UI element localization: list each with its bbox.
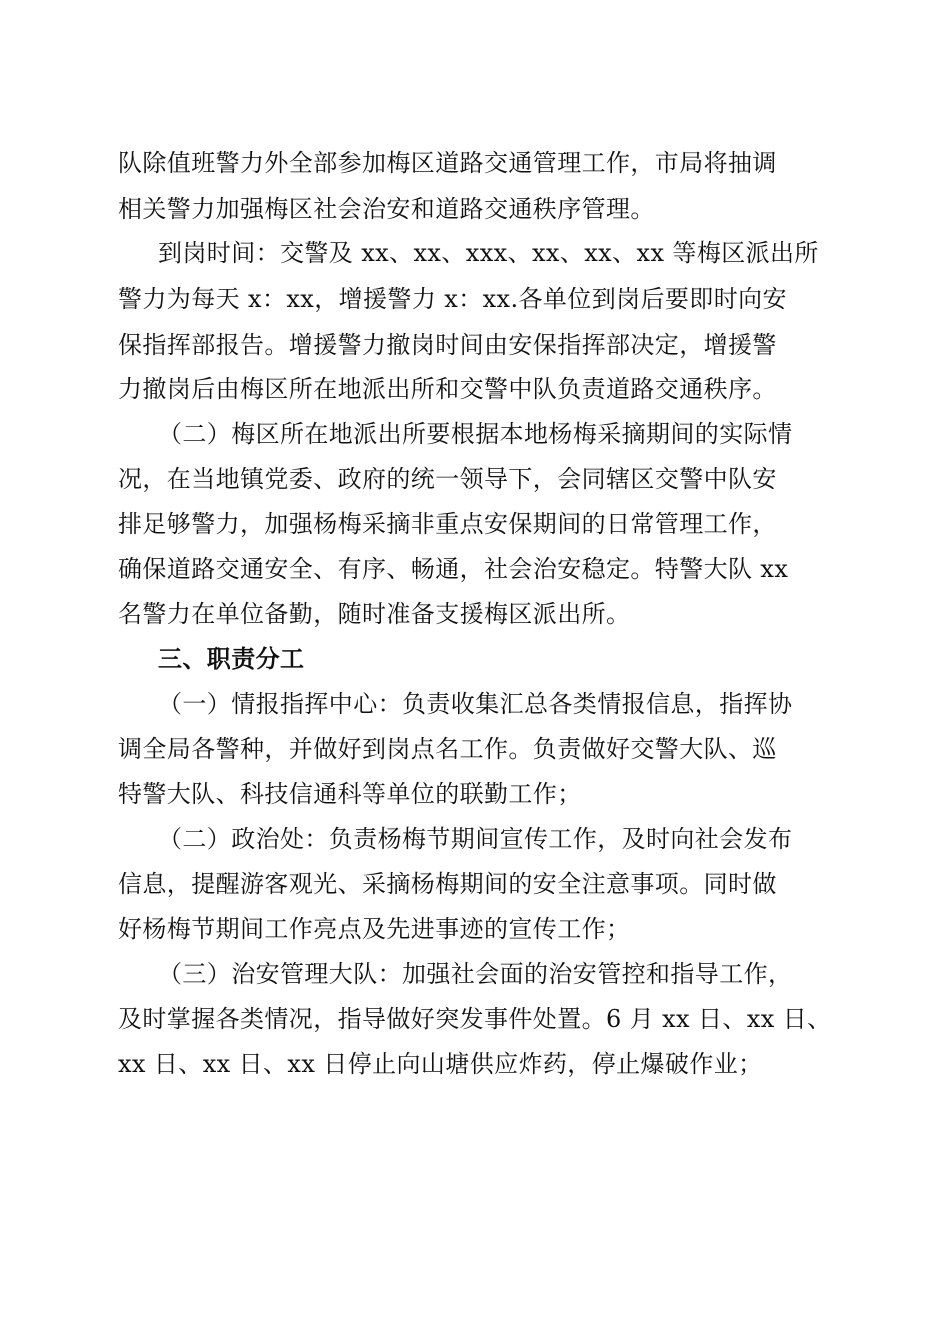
paragraph-start-line: 到岗时间：交警及 xx、xx、xxx、xx、xx、xx 等梅区派出所 — [158, 239, 819, 267]
paragraph-start-line: （二）梅区所在地派出所要根据本地杨梅采摘期间的实际情 — [158, 420, 793, 448]
text-line: 排足够警力，加强杨梅采摘非重点安保期间的日常管理工作， — [118, 510, 777, 538]
text-line: 队除值班警力外全部参加梅区道路交通管理工作，市局将抽调 — [118, 149, 777, 177]
paragraph-start-line: （三）治安管理大队：加强社会面的治安管控和指导工作， — [158, 960, 793, 988]
text-line: 调全局各警种，并做好到岗点名工作。负责做好交警大队、巡 — [118, 735, 777, 763]
text-line: 保指挥部报告。增援警力撤岗时间由安保指挥部决定，增援警 — [118, 331, 777, 359]
text-line: 力撤岗后由梅区所在地派出所和交警中队负责道路交通秩序。 — [118, 375, 777, 403]
text-line: 好杨梅节期间工作亮点及先进事迹的宣传工作； — [118, 915, 631, 943]
text-line: 名警力在单位备勤，随时准备支援梅区派出所。 — [118, 600, 631, 628]
section-heading: 三、职责分工 — [158, 645, 305, 673]
text-line: xx 日、xx 日、xx 日停止向山塘供应炸药，停止爆破作业； — [118, 1050, 763, 1078]
text-line: 信息，提醒游客观光、采摘杨梅期间的安全注意事项。同时做 — [118, 870, 777, 898]
paragraph-start-line: （二）政治处：负责杨梅节期间宣传工作，及时向社会发布 — [158, 825, 793, 853]
paragraph-start-line: （一）情报指挥中心：负责收集汇总各类情报信息，指挥协 — [158, 690, 793, 718]
text-line: 确保道路交通安全、有序、畅通，社会治安稳定。特警大队 xx — [118, 555, 789, 583]
text-line: 警力为每天 x：xx，增援警力 x：xx.各单位到岗后要即时向安 — [118, 285, 787, 313]
text-line: 特警大队、科技信通科等单位的联勤工作； — [118, 780, 582, 808]
text-line: 况，在当地镇党委、政府的统一领导下，会同辖区交警中队安 — [118, 465, 777, 493]
text-line: 相关警力加强梅区社会治安和道路交通秩序管理。 — [118, 195, 655, 223]
text-line: 及时掌握各类情况，指导做好突发事件处置。6 月 xx 日、xx 日、 — [118, 1005, 832, 1033]
